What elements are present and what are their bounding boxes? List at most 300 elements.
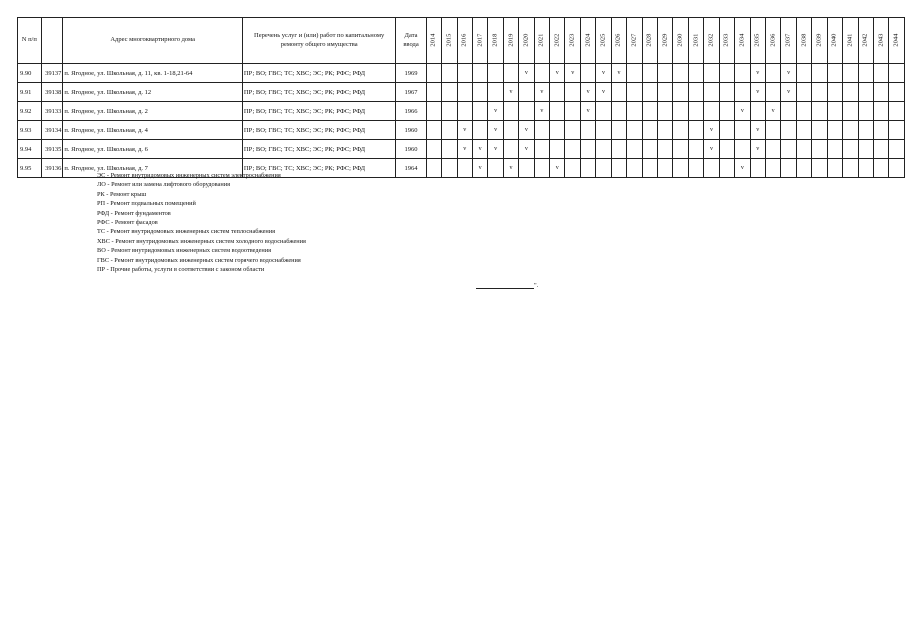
header-year: [472, 18, 487, 64]
year-mark: v: [534, 83, 549, 102]
table-row: [18, 140, 905, 159]
year-cell: [688, 121, 703, 140]
year-cell: [658, 121, 673, 140]
header-year-label: 2026: [614, 34, 622, 47]
header-num: N п/п: [18, 18, 42, 64]
year-cell: [658, 64, 673, 83]
header-year-label: 2044: [892, 34, 900, 47]
row-num: 9.94: [18, 140, 42, 159]
year-cell: [550, 140, 565, 159]
year-cell: [442, 64, 457, 83]
legend-item: ПР - Прочие работы, услуги в соответствии с законом области: [97, 266, 265, 274]
year-cell: [642, 64, 657, 83]
header-year: [873, 18, 888, 64]
year-cell: [673, 102, 688, 121]
year-mark: v: [457, 121, 472, 140]
year-mark: v: [704, 140, 719, 159]
year-cell: [426, 83, 441, 102]
year-cell: [796, 64, 811, 83]
legend-item: ТС - Ремонт внутридомовых инженерных систем теплоснабжения: [97, 228, 276, 236]
year-cell: [719, 121, 734, 140]
table-row: [18, 102, 905, 121]
year-cell: [858, 121, 873, 140]
year-cell: [426, 102, 441, 121]
header-year-label: 2029: [661, 34, 669, 47]
year-cell: [611, 121, 626, 140]
year-cell: [796, 102, 811, 121]
year-cell: [688, 159, 703, 178]
year-cell: [627, 140, 642, 159]
year-cell: [704, 83, 719, 102]
year-cell: [627, 102, 642, 121]
row-date: 1960: [396, 140, 426, 159]
year-cell: [719, 83, 734, 102]
year-cell: [611, 140, 626, 159]
legend-item: РП - Ремонт подвальных помещений: [97, 200, 196, 208]
year-cell: [735, 121, 750, 140]
year-cell: [781, 121, 796, 140]
year-cell: [812, 140, 827, 159]
year-cell: [843, 102, 858, 121]
year-mark: v: [765, 102, 780, 121]
year-cell: [442, 102, 457, 121]
year-cell: [765, 140, 780, 159]
year-cell: [688, 102, 703, 121]
header-year: [658, 18, 673, 64]
header-year-label: 2023: [568, 34, 576, 47]
year-cell: [858, 140, 873, 159]
header-year: [673, 18, 688, 64]
row-date: 1964: [396, 159, 426, 178]
year-cell: [735, 83, 750, 102]
footnote-line: [476, 288, 534, 289]
year-mark: v: [580, 83, 595, 102]
year-cell: [457, 159, 472, 178]
year-cell: [472, 121, 487, 140]
year-mark: v: [472, 159, 487, 178]
row-date: 1969: [396, 64, 426, 83]
year-cell: [565, 159, 580, 178]
year-cell: [873, 64, 888, 83]
year-cell: [519, 83, 534, 102]
header-year: [889, 18, 905, 64]
year-cell: [596, 140, 611, 159]
year-cell: [765, 121, 780, 140]
year-cell: [765, 64, 780, 83]
year-cell: [750, 159, 765, 178]
header-year-label: 2040: [830, 34, 838, 47]
year-mark: v: [781, 64, 796, 83]
row-date: 1967: [396, 83, 426, 102]
year-mark: v: [750, 140, 765, 159]
year-cell: [889, 121, 905, 140]
year-cell: [704, 64, 719, 83]
row-address: п. Ягодное, ул. Школьная, д. 12: [63, 83, 243, 102]
header-year-label: 2037: [784, 34, 792, 47]
table-body: [18, 64, 905, 178]
header-year-label: 2018: [491, 34, 499, 47]
year-cell: [611, 102, 626, 121]
year-cell: [889, 64, 905, 83]
row-date: 1966: [396, 102, 426, 121]
year-cell: [889, 140, 905, 159]
year-cell: [812, 102, 827, 121]
year-mark: v: [519, 140, 534, 159]
year-cell: [442, 159, 457, 178]
header-year: [565, 18, 580, 64]
abbreviation-legend: [97, 171, 306, 274]
year-cell: [827, 64, 842, 83]
year-cell: [580, 140, 595, 159]
header-year: [611, 18, 626, 64]
header-year-label: 2031: [692, 34, 699, 47]
year-cell: [503, 64, 518, 83]
year-cell: [704, 102, 719, 121]
header-date: Дата ввода: [396, 18, 426, 64]
legend-item: ЛО - Ремонт или замена лифтового оборудования: [97, 181, 230, 189]
header-year-label: 2034: [738, 34, 746, 47]
year-cell: [550, 121, 565, 140]
header-year-label: 2024: [584, 34, 592, 47]
table-row: [18, 121, 905, 140]
footnote: [476, 282, 538, 289]
header-year-label: 2028: [645, 34, 653, 47]
year-mark: v: [488, 140, 503, 159]
year-mark: v: [565, 64, 580, 83]
year-cell: [827, 140, 842, 159]
year-mark: v: [550, 159, 565, 178]
header-year-label: 2027: [630, 34, 638, 47]
year-mark: v: [750, 64, 765, 83]
year-cell: [642, 121, 657, 140]
year-mark: v: [534, 102, 549, 121]
row-id: 39137: [41, 64, 63, 83]
table-row: [18, 83, 905, 102]
row-address: п. Ягодное, ул. Школьная, д. 7: [63, 159, 243, 178]
year-mark: v: [519, 64, 534, 83]
year-cell: [503, 140, 518, 159]
year-cell: [889, 102, 905, 121]
header-year-label: 2019: [506, 34, 514, 47]
year-cell: [627, 64, 642, 83]
year-mark: v: [735, 102, 750, 121]
year-cell: [472, 64, 487, 83]
year-cell: [719, 64, 734, 83]
year-mark: v: [503, 83, 518, 102]
year-cell: [627, 83, 642, 102]
header-year-label: 2014: [429, 34, 437, 47]
year-cell: [858, 102, 873, 121]
row-id: 39133: [41, 102, 63, 121]
year-mark: v: [457, 140, 472, 159]
year-cell: [565, 140, 580, 159]
year-cell: [472, 83, 487, 102]
legend-item: ВО - Ремонт внутридомовых инженерных систем водоотведения: [97, 247, 272, 255]
header-year-label: 2039: [815, 34, 823, 47]
year-cell: [812, 83, 827, 102]
header-year: [827, 18, 842, 64]
year-cell: [735, 64, 750, 83]
header-year-label: 2025: [599, 34, 607, 47]
year-cell: [519, 159, 534, 178]
year-cell: [565, 121, 580, 140]
year-cell: [611, 159, 626, 178]
header-year: [765, 18, 780, 64]
header-year: [627, 18, 642, 64]
table-header-row: [18, 18, 905, 64]
year-cell: [673, 140, 688, 159]
year-cell: [843, 83, 858, 102]
year-cell: [426, 64, 441, 83]
year-cell: [534, 121, 549, 140]
header-year-label: 2032: [707, 34, 715, 47]
year-cell: [827, 83, 842, 102]
year-cell: [873, 140, 888, 159]
year-cell: [426, 159, 441, 178]
year-cell: [796, 140, 811, 159]
year-cell: [627, 121, 642, 140]
year-cell: [673, 121, 688, 140]
header-year-label: 2043: [877, 34, 885, 47]
header-year: [426, 18, 441, 64]
year-mark: v: [750, 83, 765, 102]
year-cell: [658, 140, 673, 159]
header-year-label: 2033: [722, 34, 730, 47]
year-mark: v: [781, 83, 796, 102]
row-works: ПР; ВО; ГВС; ТС; ХВС; ЭС; РК; РФС; РФД: [242, 102, 395, 121]
year-cell: [580, 121, 595, 140]
header-year: [812, 18, 827, 64]
legend-item: ЭС - Ремонт внутридомовых инженерных систем электроснабжения: [97, 172, 281, 179]
year-cell: [812, 64, 827, 83]
table-row: [18, 64, 905, 83]
year-cell: [781, 159, 796, 178]
year-mark: v: [580, 102, 595, 121]
header-year: [596, 18, 611, 64]
year-cell: [488, 159, 503, 178]
year-cell: [704, 159, 719, 178]
row-id: 39136: [41, 159, 63, 178]
footnote-suffix: ".: [534, 282, 539, 289]
year-mark: v: [735, 159, 750, 178]
year-cell: [534, 64, 549, 83]
year-cell: [658, 159, 673, 178]
header-year: [519, 18, 534, 64]
year-cell: [442, 83, 457, 102]
year-cell: [688, 140, 703, 159]
header-address: Адрес многоквартирного дома: [63, 18, 243, 64]
header-year: [488, 18, 503, 64]
year-cell: [488, 64, 503, 83]
year-mark: v: [596, 83, 611, 102]
year-cell: [827, 121, 842, 140]
year-cell: [765, 83, 780, 102]
row-id: 39134: [41, 121, 63, 140]
row-address: п. Ягодное, ул. Школьная, д. 2: [63, 102, 243, 121]
header-year: [781, 18, 796, 64]
header-year-label: 2041: [846, 34, 854, 47]
year-mark: v: [503, 159, 518, 178]
year-cell: [781, 140, 796, 159]
year-cell: [503, 102, 518, 121]
year-mark: v: [596, 64, 611, 83]
row-works: ПР; ВО; ГВС; ТС; ХВС; ЭС; РК; РФС; РФД: [242, 159, 395, 178]
row-num: 9.93: [18, 121, 42, 140]
year-cell: [580, 159, 595, 178]
header-year: [843, 18, 858, 64]
header-year: [580, 18, 595, 64]
year-cell: [858, 159, 873, 178]
year-cell: [442, 140, 457, 159]
year-cell: [488, 83, 503, 102]
year-mark: v: [550, 64, 565, 83]
row-address: п. Ягодное, ул. Школьная, д. 11, кв. 1-18,21-64: [63, 64, 243, 83]
header-year: [534, 18, 549, 64]
year-cell: [642, 159, 657, 178]
year-cell: [735, 140, 750, 159]
header-year: [688, 18, 703, 64]
year-cell: [827, 102, 842, 121]
year-cell: [812, 121, 827, 140]
row-num: 9.90: [18, 64, 42, 83]
header-year: [503, 18, 518, 64]
year-cell: [658, 102, 673, 121]
year-cell: [550, 83, 565, 102]
year-cell: [457, 102, 472, 121]
row-works: ПР; ВО; ГВС; ТС; ХВС; ЭС; РК; РФС; РФД: [242, 140, 395, 159]
year-cell: [442, 121, 457, 140]
row-date: 1960: [396, 121, 426, 140]
year-cell: [843, 140, 858, 159]
row-id: 39135: [41, 140, 63, 159]
header-year-label: 2020: [522, 34, 530, 47]
year-cell: [673, 64, 688, 83]
legend-item: РФД - Ремонт фундаментов: [97, 209, 171, 217]
year-cell: [642, 83, 657, 102]
year-cell: [565, 102, 580, 121]
year-cell: [796, 83, 811, 102]
year-cell: [658, 83, 673, 102]
year-cell: [627, 159, 642, 178]
year-cell: [550, 102, 565, 121]
year-cell: [873, 121, 888, 140]
year-cell: [688, 64, 703, 83]
capital-repair-schedule-table: [17, 17, 905, 178]
year-cell: [426, 140, 441, 159]
year-cell: [642, 140, 657, 159]
year-cell: [781, 102, 796, 121]
legend-item: ГВС - Ремонт внутридомовых инженерных систем горячего водоснабжения: [97, 256, 301, 264]
header-year-label: 2036: [769, 34, 777, 47]
year-cell: [688, 83, 703, 102]
year-cell: [457, 83, 472, 102]
legend-item: РФС - Ремонт фасадов: [97, 219, 158, 227]
year-cell: [796, 121, 811, 140]
year-cell: [565, 83, 580, 102]
row-num: 9.92: [18, 102, 42, 121]
header-year: [735, 18, 750, 64]
row-works: ПР; ВО; ГВС; ТС; ХВС; ЭС; РК; РФС; РФД: [242, 121, 395, 140]
year-cell: [765, 159, 780, 178]
year-cell: [580, 64, 595, 83]
row-address: п. Ягодное, ул. Школьная, д. 6: [63, 140, 243, 159]
year-cell: [843, 121, 858, 140]
row-works: ПР; ВО; ГВС; ТС; ХВС; ЭС; РК; РФС; РФД: [242, 64, 395, 83]
year-cell: [873, 83, 888, 102]
year-cell: [843, 64, 858, 83]
year-cell: [889, 159, 905, 178]
legend-item: ХВС - Ремонт внутридомовых инженерных систем холодного водоснабжения: [97, 237, 306, 245]
header-year: [858, 18, 873, 64]
header-year-label: 2022: [553, 34, 561, 47]
year-cell: [596, 102, 611, 121]
header-id: [41, 18, 63, 64]
year-cell: [519, 102, 534, 121]
year-cell: [596, 121, 611, 140]
year-mark: v: [519, 121, 534, 140]
year-mark: v: [472, 140, 487, 159]
header-year: [719, 18, 734, 64]
year-cell: [812, 159, 827, 178]
header-year: [796, 18, 811, 64]
row-address: п. Ягодное, ул. Школьная, д. 4: [63, 121, 243, 140]
year-cell: [719, 159, 734, 178]
year-mark: v: [488, 102, 503, 121]
year-cell: [843, 159, 858, 178]
header-year-label: 2021: [537, 34, 545, 47]
year-mark: v: [704, 121, 719, 140]
year-cell: [673, 159, 688, 178]
year-cell: [472, 102, 487, 121]
year-cell: [503, 121, 518, 140]
year-cell: [858, 83, 873, 102]
year-mark: v: [611, 64, 626, 83]
year-cell: [534, 159, 549, 178]
header-year-label: 2038: [799, 34, 807, 47]
year-cell: [719, 140, 734, 159]
year-cell: [858, 64, 873, 83]
row-num: 9.95: [18, 159, 42, 178]
row-id: 39138: [41, 83, 63, 102]
year-cell: [889, 83, 905, 102]
year-mark: v: [750, 121, 765, 140]
year-cell: [642, 102, 657, 121]
header-year-label: 2042: [861, 34, 869, 47]
year-mark: v: [488, 121, 503, 140]
header-works: Перечень услуг и (или) работ по капитальному ремонту общего имущества: [242, 18, 395, 64]
header-year-label: 2015: [445, 34, 453, 47]
header-year-label: 2035: [753, 34, 761, 47]
header-year: [550, 18, 565, 64]
year-cell: [673, 83, 688, 102]
year-cell: [750, 102, 765, 121]
header-year: [642, 18, 657, 64]
header-year-label: 2017: [476, 34, 484, 47]
legend-item: РК - Ремонт крыш: [97, 190, 147, 198]
year-cell: [596, 159, 611, 178]
header-year-label: 2030: [676, 34, 684, 47]
year-cell: [827, 159, 842, 178]
header-year: [704, 18, 719, 64]
year-cell: [873, 159, 888, 178]
header-year: [750, 18, 765, 64]
year-cell: [426, 121, 441, 140]
header-year: [442, 18, 457, 64]
year-cell: [719, 102, 734, 121]
row-num: 9.91: [18, 83, 42, 102]
year-cell: [873, 102, 888, 121]
header-year: [457, 18, 472, 64]
